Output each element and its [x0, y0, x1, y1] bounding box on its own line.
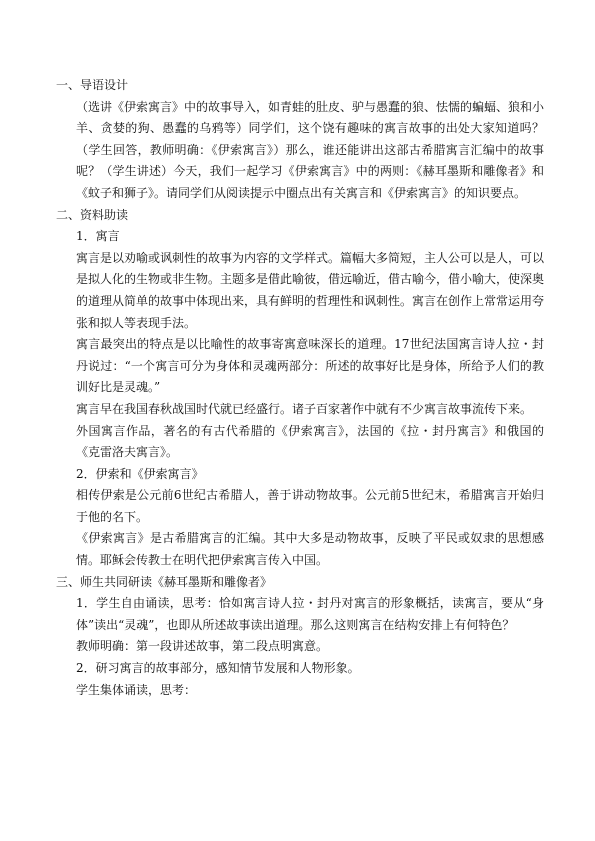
section-heading-reference: 二、资料助读 — [56, 207, 129, 222]
subheading-fable: 1．寓言 — [76, 229, 120, 244]
paragraph-study-step2: 2．研习寓言的故事部分，感知情节发展和人物形象。 — [76, 661, 360, 676]
section-heading-lead-in: 一、导语设计 — [56, 78, 129, 92]
paragraph-lead-in: （选讲《伊索寓言》中的故事导入，如青蛙的肚皮、驴与愚蠢的狼、怯懦的蝙蝠、狼和小羊、贪婪的狗、愚蠢的乌鸦等）同学们，这个饶有趣味的寓言故事的出处大家知道吗？（学生回答，教师明确：《伊索寓言》）那么，谁还能讲出这部古希腊寓言汇编中的故事呢？（学生讲述）今天，我们一起学习《伊索寓言》中的两则：《赫耳墨斯和雕像者》和《蚊子和狮子》。请同学们从阅读提示中圈点出有关寓言和《伊索寓言》的知识要点。 — [76, 99, 545, 200]
section-heading-study: 三、师生共同研读《赫耳墨斯和雕像者》 — [56, 574, 273, 589]
paragraph-fable-definition: 寓言是以劝喻或讽刺性的故事为内容的文学样式。篇幅大多简短，主人公可以是人，可以是拟人化的生物或非生物。主题多是借此喻彼，借远喻近，借古喻今，借小喻大，使深奥的道理从简单的故事中体现出来，具有鲜明的哲理性和讽刺性。寓言在创作上常常运用夸张和拟人等表现手法。 — [76, 250, 545, 330]
subheading-aesop: 2．伊索和《伊索寓言》 — [76, 466, 204, 481]
paragraph-group-reading: 学生集体诵读，思考： — [76, 682, 197, 697]
paragraph-study-step1: 1．学生自由诵读，思考：恰如寓言诗人拉・封丹对寓言的形象概括，读寓言，要从“身体”读出“灵魂”，也即从所述故事读出道理。那么这则寓言在结构安排上有何特色？ — [76, 596, 544, 632]
paragraph-teacher-answer: 教师明确：第一段讲述故事，第二段点明寓意。 — [76, 639, 329, 654]
paragraph-fable-foreign: 外国寓言作品，著名的有古代希腊的《伊索寓言》，法国的《拉・封丹寓言》和俄国的《克雷洛夫寓言》。 — [76, 423, 544, 460]
paragraph-fable-feature: 寓言最突出的特点是以比喻性的故事寄寓意味深长的道理。17世纪法国寓言诗人拉・封丹说过：“一个寓言可分为身体和灵魂两部分：所述的故事好比是身体，所给予人们的教训好比是灵魂。” — [76, 337, 544, 395]
paragraph-aesop-collection: 《伊索寓言》是古希腊寓言的汇编。其中大多是动物故事，反映了平民或奴隶的思想感情。耶稣会传教士在明代把伊索寓言传入中国。 — [76, 531, 544, 568]
document-body — [56, 75, 544, 701]
paragraph-fable-china: 寓言早在我国春秋战国时代就已经盛行。诸子百家著作中就有不少寓言故事流传下来。 — [76, 401, 533, 416]
paragraph-aesop-bio: 相传伊索是公元前6世纪古希腊人，善于讲动物故事。公元前5世纪末，希腊寓言开始归于他的名下。 — [76, 488, 544, 524]
